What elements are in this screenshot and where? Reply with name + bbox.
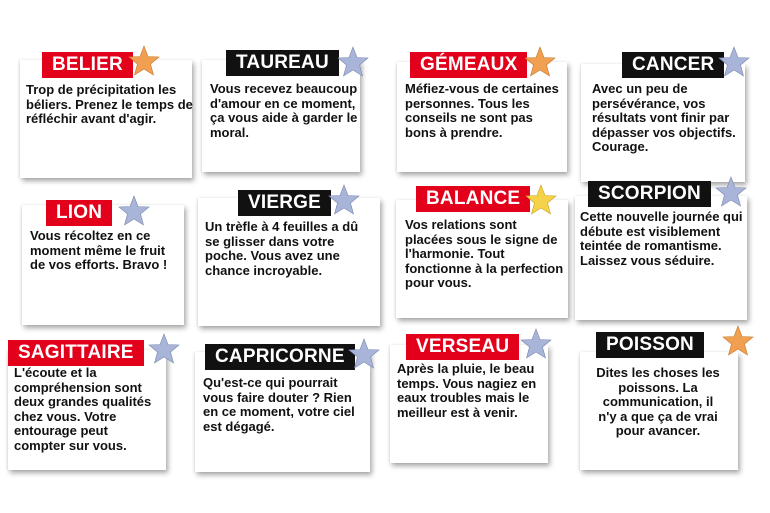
star-blue-icon [520, 328, 552, 360]
horoscope-text-verseau: Après la pluie, le beau temps. Vous nagiez en eaux troubles mais le meilleur est à venir. [397, 361, 537, 420]
sign-label-cancer: CANCER [622, 52, 724, 78]
star-blue-icon [715, 176, 747, 208]
sign-label-scorpion: SCORPION [588, 181, 711, 207]
horoscope-text-balance: Vos relations sont placées sous le signe de l'harmonie. Tout fonctionne à la perfection pour vous. [405, 217, 564, 290]
horoscope-text-taureau: Vous recevez beaucoup d'amour en ce moment, ça vous aide à garder le moral. [210, 81, 358, 140]
horoscope-text-scorpion: Cette nouvelle journée qui débute est visiblement teintée de romantisme. Laissez vous séduire. [580, 209, 743, 268]
star-orange-icon [524, 46, 556, 78]
sign-label-sagittaire: SAGITTAIRE [8, 340, 144, 366]
horoscope-text-lion: Vous récoltez en ce moment même le fruit de vos efforts. Bravo ! [30, 228, 168, 272]
sign-label-vierge: VIERGE [238, 190, 331, 216]
horoscope-text-capricorne: Qu'est-ce qui pourrait vous faire douter ? Rien en ce moment, votre ciel est dégagé. [203, 375, 355, 434]
horoscope-text-sagittaire: L'écoute et la compréhension sont deux grandes qualités chez vous. Votre entourage peut compter sur vous. [14, 365, 152, 453]
star-blue-icon [718, 46, 750, 78]
star-orange-icon [128, 45, 160, 77]
horoscope-text-poisson: Dites les choses les poissons. La communication, il n'y a que ça de vrai pour avancer. [596, 365, 720, 438]
sign-label-lion: LION [46, 200, 112, 226]
star-blue-icon [148, 333, 180, 365]
horoscope-text-vierge: Un trèfle à 4 feuilles a dû se glisser dans votre poche. Vous avez une chance incroyable. [205, 219, 359, 278]
sign-label-verseau: VERSEAU [406, 334, 519, 360]
star-blue-icon [118, 195, 150, 227]
sign-label-belier: BELIER [42, 52, 133, 78]
sign-label-taureau: TAUREAU [226, 50, 339, 76]
horoscope-text-gemeaux: Méfiez-vous de certaines personnes. Tous les conseils ne sont pas bons à prendre. [405, 81, 559, 140]
sign-label-gemeaux: GÉMEAUX [410, 52, 527, 78]
star-blue-icon [348, 338, 380, 370]
star-yellow-icon [525, 184, 557, 216]
star-blue-icon [337, 46, 369, 78]
sign-label-capricorne: CAPRICORNE [205, 344, 355, 370]
sign-label-balance: BALANCE [416, 186, 530, 212]
horoscope-text-cancer: Avec un peu de persévérance, vos résultats vont finir par dépasser vos objectifs. Courage. [592, 81, 736, 154]
star-orange-icon [722, 325, 754, 357]
sign-label-poisson: POISSON [596, 332, 704, 358]
horoscope-text-belier: Trop de précipitation les béliers. Prenez le temps de réfléchir avant d'agir. [26, 82, 193, 126]
star-blue-icon [328, 184, 360, 216]
